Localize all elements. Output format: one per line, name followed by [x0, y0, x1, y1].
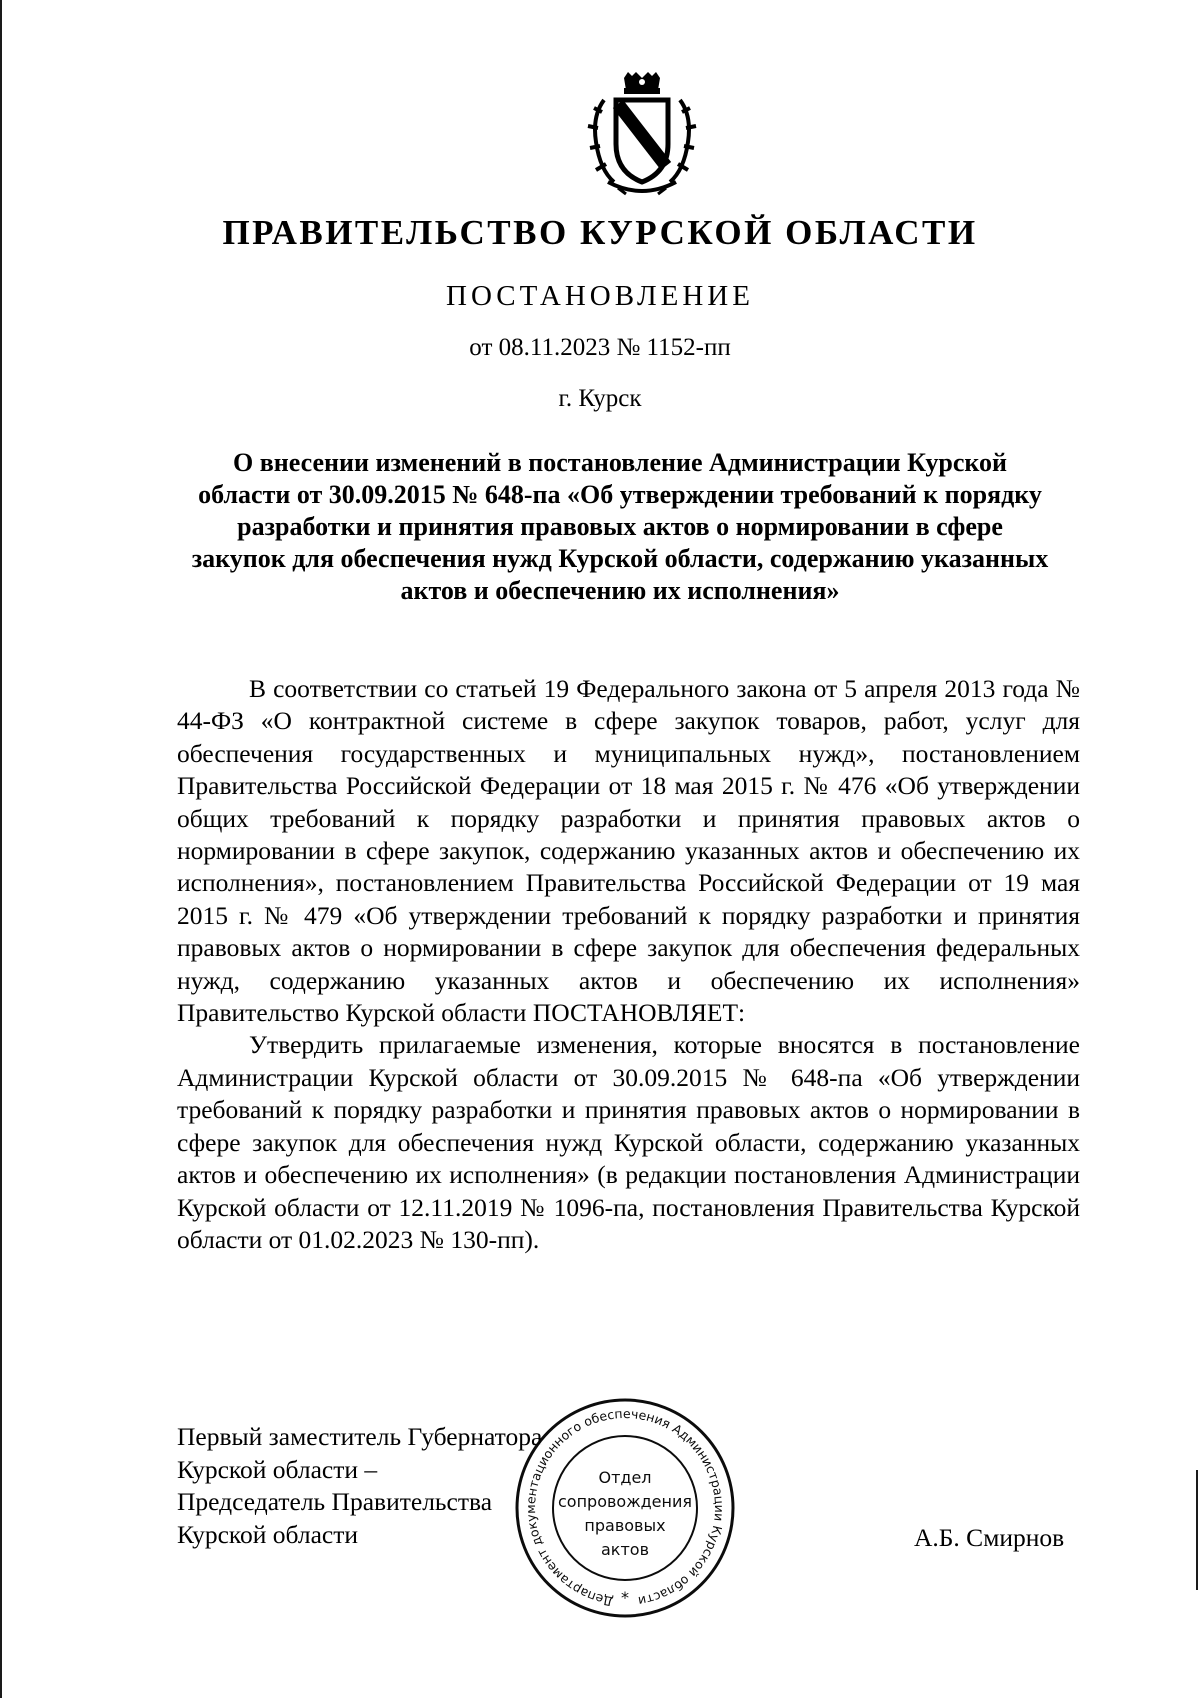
document-number-date: от 08.11.2023 № 1152-пп [469, 334, 731, 361]
document-type: ПОСТАНОВЛЕНИЕ [446, 280, 754, 312]
signatory-position-line-3: Председатель Правительства [177, 1487, 493, 1516]
svg-text:сопровождения: сопровождения [557, 1492, 693, 1511]
signatory-position-line-4: Курской области [177, 1519, 359, 1549]
signatory-position-line-2: Курской области – [177, 1454, 378, 1484]
document-subject: О внесении изменений в постановление Администрации Курской области от 30.09.2015 № 648-па «Об утверждении требований к порядку разработки и принятия правовых актов о нормировании в сфере закупок для обеспечения нужд Курской области, содержанию указанных актов и обеспечению их исполнения» [191, 448, 1049, 605]
stamp-star: * [621, 1588, 629, 1607]
svg-text:Отдел: Отдел [598, 1468, 652, 1487]
body-paragraph-1: В соответствии со статьей 19 Федерального закона от 5 апреля 2013 года № 44-ФЗ «О контрактной системе в сфере закупок товаров, работ, услуг для обеспечения государственных и муниципальных нужд», постановлением Правительства Российской Федерации от 18 мая 2015 г. № 476 «Об утверждении общих требований к порядку разработки и принятия правовых актов о нормировании в сфере закупок, содержанию указанных актов и обеспечению их исполнения», постановлением Правительства Российской Федерации от 19 мая 2015 г. № 479 «Об утверждении требований к порядку разработки и принятия правовых актов о нормировании в сфере закупок для обеспечения федеральных нужд, содержанию указанных актов и обеспечению их исполнения» Правительство Курской области ПОСТАНОВЛЯЕТ: [177, 674, 1080, 1028]
document-city: г. Курск [558, 385, 642, 412]
stamp-outer-text: Департамент документационного обеспечения Администрации Курской области [522, 1405, 728, 1610]
document-body [177, 673, 1080, 1256]
kursk-coat-of-arms-icon [578, 72, 706, 200]
signatory-name: А.Б. Смирнов [914, 1523, 1065, 1552]
government-title: ПРАВИТЕЛЬСТВО КУРСКОЙ ОБЛАСТИ [222, 213, 978, 252]
round-seal-stamp-icon [514, 1397, 736, 1619]
svg-text:актов: актов [600, 1540, 650, 1559]
signatory-position [177, 1421, 542, 1551]
scan-edge-right [1196, 1470, 1198, 1590]
body-paragraph-2: Утвердить прилагаемые изменения, которые вносятся в постановление Администрации Курской области от 30.09.2015 № 648-па «Об утверждении требований к порядку разработки и принятия правовых актов о нормировании в сфере закупок для обеспечения нужд Курской области, содержанию указанных актов и обеспечению их исполнения» (в редакции постановления Администрации Курской области от 12.11.2019 № 1096-па, постановления Правительства Курской области от 01.02.2023 № 130-пп). [177, 1030, 1080, 1254]
scan-edge-left [0, 0, 2, 1698]
signatory-position-line-1: Первый заместитель Губернатора [177, 1422, 543, 1451]
svg-text:правовых: правовых [584, 1516, 666, 1535]
